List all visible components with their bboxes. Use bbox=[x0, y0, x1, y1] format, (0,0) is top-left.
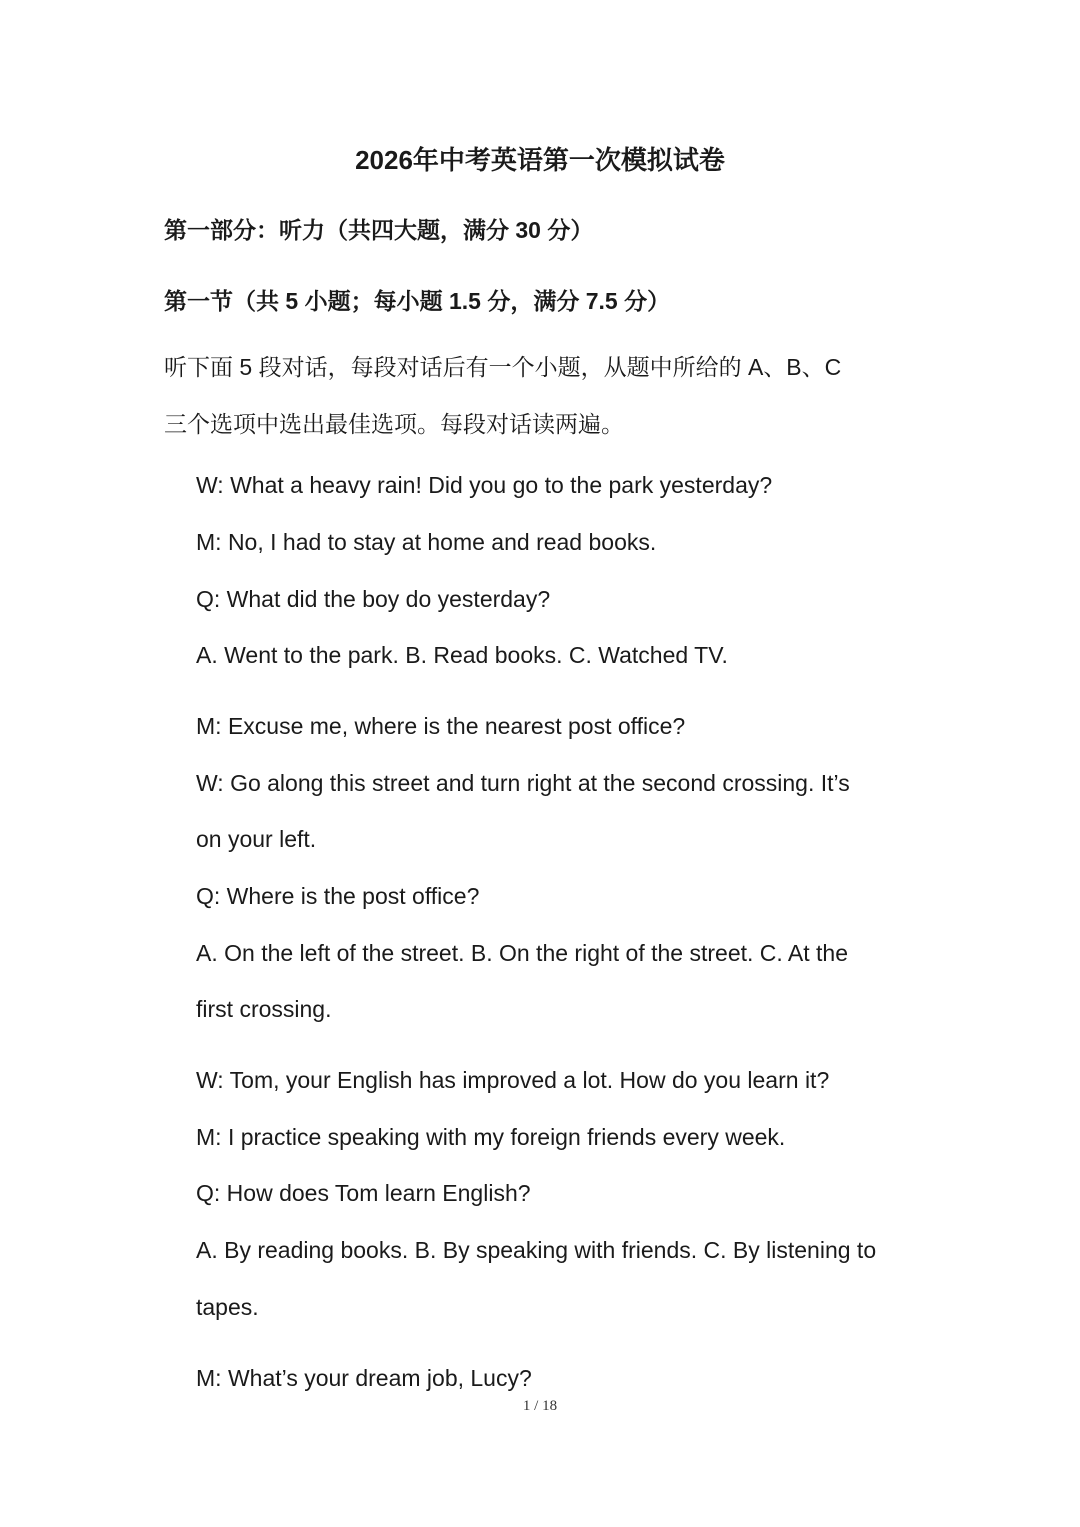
dialogue-line: M: No, I had to stay at home and read books. bbox=[196, 529, 657, 555]
options-line: tapes. bbox=[196, 1294, 259, 1320]
part-heading: 第一部分：听力（共四大题，满分 30 分） bbox=[164, 217, 594, 243]
page-number: 1 / 18 bbox=[522, 1398, 558, 1414]
instruction-line: 三个选项中选出最佳选项。每段对话读两遍。 bbox=[164, 411, 624, 437]
instruction-line: 听下面 5 段对话，每段对话后有一个小题，从题中所给的 A、B、C bbox=[164, 354, 842, 380]
question-line: Q: Where is the post office? bbox=[196, 883, 480, 909]
dialogue-line: W: Tom, your English has improved a lot. How do you learn it? bbox=[196, 1067, 830, 1093]
dialogue-line: M: What’s your dream job, Lucy? bbox=[196, 1365, 532, 1391]
dialogue-line: on your left. bbox=[196, 826, 317, 852]
dialogue-line: W: Go along this street and turn right at the second crossing. It’s bbox=[196, 770, 850, 796]
options-line: A. On the left of the street. B. On the right of the street. C. At the bbox=[196, 940, 849, 966]
section-heading: 第一节（共 5 小题；每小题 1.5 分，满分 7.5 分） bbox=[164, 288, 671, 314]
question-line: Q: What did the boy do yesterday? bbox=[196, 586, 551, 612]
dialogue-line: W: What a heavy rain! Did you go to the park yesterday? bbox=[196, 472, 773, 498]
document-title: 2026年中考英语第一次模拟试卷 bbox=[355, 145, 725, 175]
dialogue-line: M: Excuse me, where is the nearest post office? bbox=[196, 713, 686, 739]
instructions bbox=[164, 339, 914, 453]
options-line: first crossing. bbox=[196, 996, 332, 1022]
dialogue-line: M: I practice speaking with my foreign friends every week. bbox=[196, 1124, 786, 1150]
options-line: A. Went to the park. B. Read books. C. Watched TV. bbox=[196, 642, 728, 668]
question-line: Q: How does Tom learn English? bbox=[196, 1180, 531, 1206]
options-line: A. By reading books. B. By speaking with friends. C. By listening to bbox=[196, 1237, 877, 1263]
